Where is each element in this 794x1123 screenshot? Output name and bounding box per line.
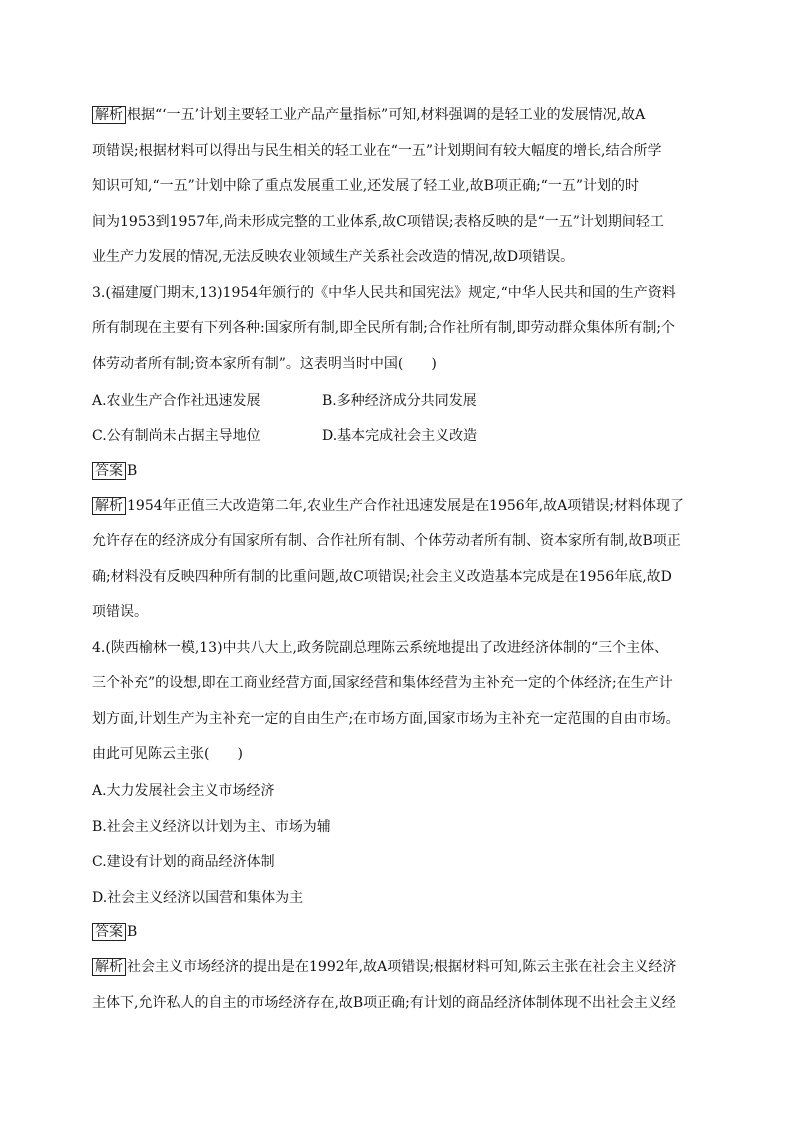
document-page	[92, 98, 698, 1021]
question-3-option-a: A.农业生产合作社迅速发展	[92, 392, 261, 409]
question-4-option-a: A.大力发展社会主义市场经济	[92, 783, 275, 800]
question-4-stem-line: 划方面,计划生产为主补充一定的自由生产;在市场方面,国家市场为主补充一定范围的自由市场。	[92, 710, 680, 727]
question-4-stem-line: 由此可见陈云主张( )	[92, 746, 243, 762]
answer-value: B	[127, 924, 138, 941]
question-3-stem-line: 体劳动者所有制;资本家所有制”。这表明当时中国( )	[92, 355, 437, 372]
answer-tag: 答案	[92, 923, 126, 941]
analysis-line: 解析 1954年正值三大改造第二年,农业生产合作社迅速发展是在1956年,故A项错误;材料体现了	[92, 489, 698, 525]
question-4-stem-line: 4.(陕西榆林一模,13)中共八大上,政务院副总理陈云系统地提出了改进经济体制的“三个主体、	[92, 639, 669, 656]
answer-value: B	[127, 462, 138, 479]
question-3-option-c: C.公有制尚未占据主导地位	[92, 428, 261, 445]
analysis-tag: 解析	[92, 958, 126, 976]
answer-tag: 答案	[92, 462, 126, 480]
question-4-option-b: B.社会主义经济以计划为主、市场为辅	[92, 818, 331, 835]
question-3-option-d: D.基本完成社会主义改造	[322, 428, 478, 445]
prev-analysis-line: 项错误;根据材料可以得出与民生相关的轻工业在“一五”计划期间有较大幅度的增长,结合所学	[92, 142, 662, 159]
analysis-line: 项错误。	[92, 604, 148, 620]
question-4-stem-line: 三个补充”的设想,即在工商业经营方面,国家经营和集体经营为主补充一定的个体经济;在生产计	[92, 675, 673, 691]
prev-analysis-line: 业生产力发展的情况,无法反映农业领域生产关系社会改造的情况,故D项错误。	[92, 249, 575, 265]
question-3-analysis	[92, 489, 698, 631]
prev-analysis-line: 间为1953到1957年,尚未形成完整的工业体系,故C项错误;表格反映的是“一五”计划期间轻工	[92, 213, 664, 230]
question-3-answer	[92, 453, 698, 489]
analysis-line: 主体下,允许私人的自主的市场经济存在,故B项正确;有计划的商品经济体制体现不出社会主义经	[92, 994, 676, 1011]
prev-analysis	[92, 98, 698, 276]
prev-analysis-line: 知识可知,“一五”计划中除了重点发展重工业,还发展了轻工业,故B项正确;“一五”计划的时	[92, 178, 639, 194]
analysis-tag: 解析	[92, 497, 126, 515]
analysis-line: 确;材料没有反映四种所有制的比重问题,故C项错误;社会主义改造基本完成是在1956年底,故D	[92, 568, 672, 585]
analysis-line: 允许存在的经济成分有国家所有制、合作社所有制、个体劳动者所有制、资本家所有制,故B项正	[92, 533, 681, 549]
question-3	[92, 276, 698, 383]
question-4-analysis	[92, 950, 698, 1021]
analysis-line: 解析 社会主义市场经济的提出是在1992年,故A项错误;根据材料可知,陈云主张在社会主义经济	[92, 950, 698, 986]
question-4-option-d: D.社会主义经济以国营和集体为主	[92, 889, 304, 906]
question-3-options-row-2	[92, 418, 698, 454]
question-4-option-c: C.建设有计划的商品经济体制	[92, 854, 275, 871]
question-3-stem-line: 所有制现在主要有下列各种:国家所有制,即全民所有制;合作社所有制,即劳动群众集体所有制;个	[92, 320, 676, 336]
prev-analysis-line: 解析 根据“‘一五’计划主要轻工业产品产量指标”可知,材料强调的是轻工业的发展情况,故A	[92, 98, 698, 134]
question-4-answer	[92, 915, 698, 951]
question-3-stem-line: 3.(福建厦门期末,13)1954年颁行的《中华人民共和国宪法》规定,“中华人民共和国的生产资料	[92, 284, 676, 301]
question-3-option-b: B.多种经济成分共同发展	[322, 392, 477, 409]
analysis-tag: 解析	[92, 106, 126, 124]
question-4	[92, 631, 698, 773]
question-3-options-row-1	[92, 382, 698, 418]
